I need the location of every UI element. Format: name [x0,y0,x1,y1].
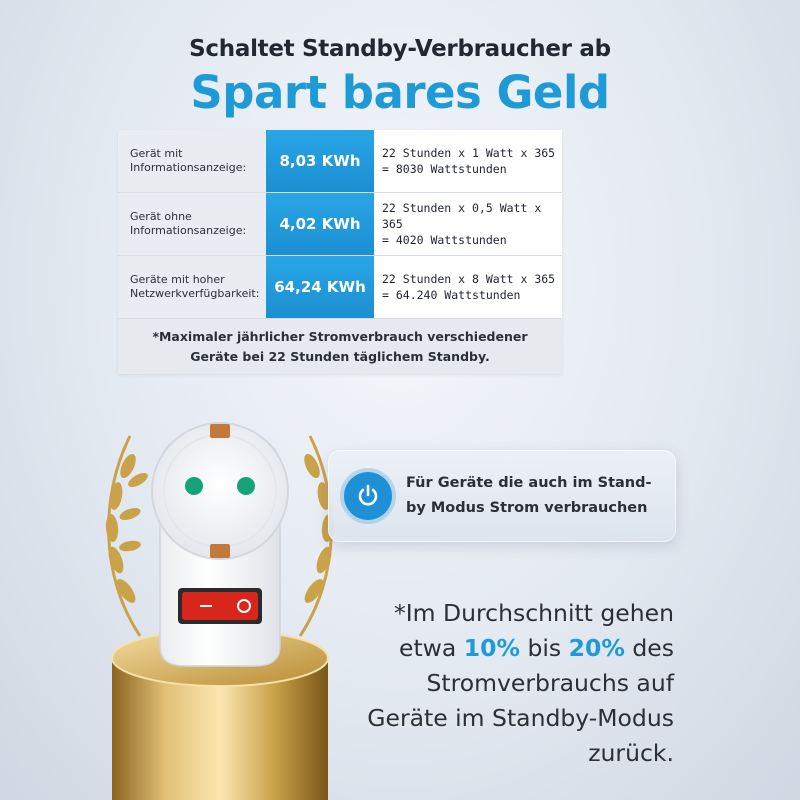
table-row [118,193,562,256]
subtitle: Schaltet Standby-Verbraucher ab [189,36,611,62]
row-label: Gerät ohne Informationsanzeige: [118,193,266,255]
row-value: 4,02 KWh [266,193,374,255]
standby-statement: *Im Durchschnitt gehen etwa 10% bis 20% des Stromverbrauchs auf Geräte im Standby-Modus zurück. [367,599,674,767]
row-calculation: 22 Stunden x 0,5 Watt x 365 = 4020 Wattstunden [374,193,562,255]
percent-high: 20% [568,634,625,662]
row-value: 8,03 KWh [266,130,374,192]
row-calculation: 22 Stunden x 8 Watt x 365 = 64.240 Wattstunden [374,256,562,318]
row-label: Geräte mit hoher Netzwerkverfügbarkeit: [118,256,266,318]
table-row [118,256,562,319]
standby-info-box [328,450,676,542]
table-footnote: *Maximaler jährlicher Stromverbrauch verschiedener Geräte bei 22 Stunden täglichem Standby. [118,319,562,374]
row-label: Gerät mit Informationsanzeige: [118,130,266,192]
socket-hole [185,477,203,495]
row-calculation: 22 Stunden x 1 Watt x 365 = 8030 Wattstunden [374,130,562,192]
table-row [118,130,562,193]
power-icon [344,472,392,520]
plug-adapter [152,423,288,666]
row-value: 64,24 KWh [266,256,374,318]
product-illustration [90,396,350,800]
power-switch [178,588,262,624]
headline: Spart bares Geld [190,66,610,119]
info-text: Für Geräte die auch im Stand- by Modus Strom verbrauchen [406,475,652,516]
consumption-table [118,130,562,374]
percent-low: 10% [463,634,521,662]
socket-hole [237,477,255,495]
